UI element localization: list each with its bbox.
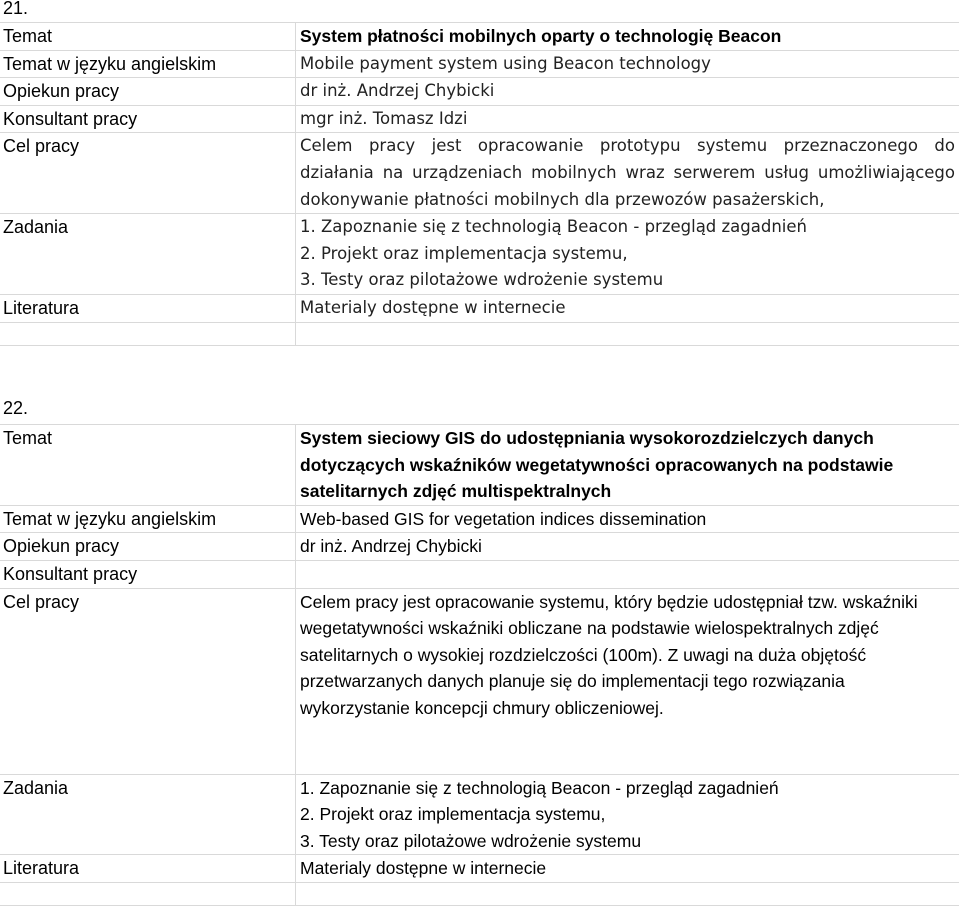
label-supervisor: Opiekun pracy <box>0 533 296 561</box>
task-item: 3. Testy oraz pilotażowe wdrożenie systemu <box>300 270 664 290</box>
label-topic: Temat <box>0 425 296 506</box>
topic-en-value: Mobile payment system using Beacon technology <box>296 50 959 78</box>
label-topic: Temat <box>0 23 296 51</box>
task-item: 2. Projekt oraz implementacja systemu, <box>300 804 606 825</box>
consultant-value: mgr inż. Tomasz Idzi <box>296 105 959 133</box>
empty-cell <box>296 322 959 345</box>
tasks-value <box>296 774 959 855</box>
label-tasks: Zadania <box>0 214 296 295</box>
entry-number: 22. <box>3 398 29 418</box>
label-consultant: Konsultant pracy <box>0 560 296 588</box>
goal-value: Celem pracy jest opracowanie prototypu systemu przeznaczonego do działania na urządzeniach mobilnych wraz serwerem usług umożliwiającego dokonywanie płatności mobilnych dla przewozów pasażerskich, <box>296 133 959 214</box>
label-supervisor: Opiekun pracy <box>0 78 296 106</box>
label-topic-en: Temat w języku angielskim <box>0 505 296 533</box>
topic-en-value: Web-based GIS for vegetation indices dissemination <box>296 505 959 533</box>
literature-value: Materialy dostępne w internecie <box>296 855 959 883</box>
literature-value: Materialy dostępne w internecie <box>296 294 959 322</box>
consultant-value <box>296 560 959 588</box>
label-goal: Cel pracy <box>0 588 296 774</box>
task-item: 2. Projekt oraz implementacja systemu, <box>300 243 628 263</box>
task-item: 1. Zapoznanie się z technologią Beacon - przegląd zagadnień <box>300 777 779 798</box>
label-literature: Literatura <box>0 855 296 883</box>
supervisor-value: dr inż. Andrzej Chybicki <box>296 533 959 561</box>
thesis-table-22 <box>0 424 959 906</box>
label-literature: Literatura <box>0 294 296 322</box>
thesis-table-21 <box>0 22 959 346</box>
task-item: 1. Zapoznanie się z technologią Beacon - przegląd zagadnień <box>300 217 808 237</box>
supervisor-value: dr inż. Andrzej Chybicki <box>296 78 959 106</box>
topic-value: System płatności mobilnych oparty o technologię Beacon <box>296 23 959 51</box>
label-consultant: Konsultant pracy <box>0 105 296 133</box>
label-topic-en: Temat w języku angielskim <box>0 50 296 78</box>
entry-number: 21. <box>3 0 29 18</box>
goal-value: Celem pracy jest opracowanie systemu, który będzie udostępniał tzw. wskaźniki wegetatywności wskaźniki obliczane na podstawie wielospektralnych zdjęć satelitarnych o wysokiej rozdzielczości (100m). Z uwagi na duża objętość przetwarzanych danych planuje się do implementacji tego rozwiązania wykorzystanie koncepcji chmury obliczeniowej. <box>296 588 959 774</box>
label-goal: Cel pracy <box>0 133 296 214</box>
empty-cell <box>296 882 959 905</box>
topic-value: System sieciowy GIS do udostępniania wysokorozdzielczych danych dotyczących wskaźników wegetatywności opracowanych na podstawie satelitarnych zdjęć multispektralnych <box>296 425 959 506</box>
tasks-value <box>296 214 959 295</box>
label-tasks: Zadania <box>0 774 296 855</box>
empty-cell <box>0 322 296 345</box>
task-item: 3. Testy oraz pilotażowe wdrożenie systemu <box>300 830 642 851</box>
empty-cell <box>0 882 296 905</box>
